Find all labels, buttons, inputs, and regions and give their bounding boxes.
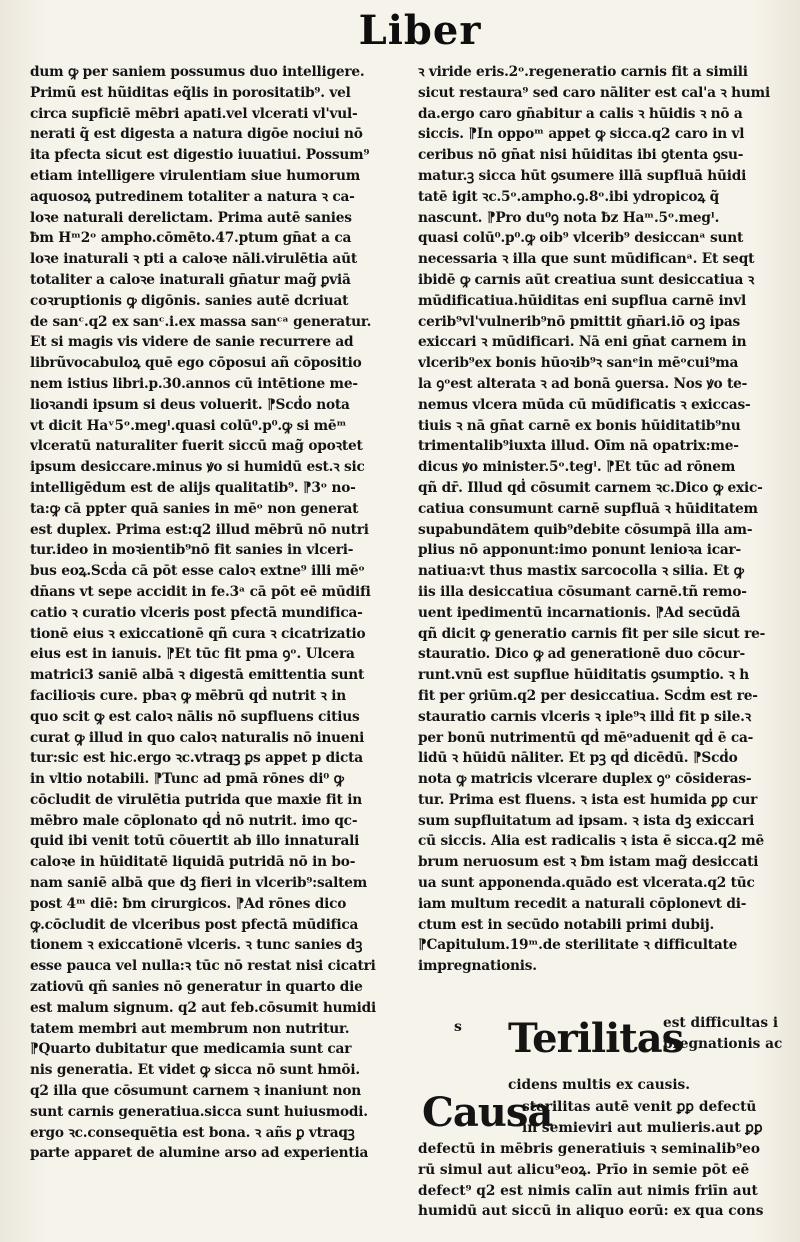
text-line: quasi colū⁰.p⁰.ꝙ oib⁹ vlcerib⁹ desiccanᵃ sunt — [418, 230, 744, 247]
text-line: lidū ꝛ hūidū nāliter. Et pꝫ qḋ dicēdū. ⁋Scḋo — [418, 750, 738, 767]
text-line: ita pfecta sicut est digestio iuuatiui. Possum⁹ — [30, 147, 370, 164]
text-line: esse pauca vel nulla:ꝛ tūc nō restat nisi cicatri — [30, 958, 376, 975]
text-line: facilioꝛis cure. pbaꝛ ꝙ mēbrū qḋ nutrit ꝛ in — [30, 687, 346, 704]
section-marker: s — [454, 1019, 462, 1035]
text-line: exiccari ꝛ mūdificari. Nā eni gn̄at carnem in — [418, 334, 747, 351]
text-line: cerib⁹vl'vulnerib⁹nō pmittit gn̄ari.iō oꝫ ipas — [418, 313, 741, 330]
text-line: catio ꝛ curatio vlceris post pfectā mundifica- — [30, 604, 363, 621]
running-header-title: Liber — [358, 7, 482, 54]
text-line: totaliter a caloꝛe inaturali gn̄atur mag̃ ꝑviā — [30, 271, 351, 288]
text-line: intelligēdum est de alijs qualitatib⁹. ⁋3ᵒ no- — [30, 479, 356, 496]
text-line: mēbro male cōplonato qḋ nō nutrit. imo qc- — [30, 812, 358, 829]
text-line: ergo ꝛc.consequētia est bona. ꝛ añs ꝑ vtraqꝫ — [30, 1124, 355, 1141]
text-line: natiua:vt thus mastix sarcocolla ꝛ silia. Et ꝙ — [418, 563, 744, 580]
text-line: rū simul aut alicu⁹eoꝝ. Prīo in semie pōt eē — [418, 1161, 750, 1178]
text-line: tionem ꝛ exiccationē vlceris. ꝛ tunc sanies dꝫ — [30, 937, 363, 954]
text-line: tiuis ꝛ nā gn̄at carnē ex bonis hūiditatib⁹nu — [418, 417, 741, 434]
text-line: vt dicit Haᵛ5ᵒ.megˡ.quasi colū⁰.p⁰.ꝙ si mēᵐ — [30, 417, 347, 434]
text-line: dum ꝙ per saniem possumus duo intelligere. — [30, 64, 365, 80]
chapter-initial-word: Terilitas — [508, 1015, 684, 1062]
text-line: da.ergo caro gn̄abitur a calis ꝛ hūidis ꝛ nō a — [418, 105, 743, 122]
right-text-column — [418, 62, 774, 977]
text-line: nerati q̃ est digesta a natura digōe nociui nō — [30, 126, 363, 143]
text-line: loꝛe inaturali ꝛ pti a caloꝛe nāli.virulētia aūt — [30, 251, 357, 268]
text-line: sicut restaura⁹ sed caro nāliter est cal'a ꝛ humi — [418, 84, 770, 101]
text-line: de sanᶜ.q2 ex sanᶜ.i.ex massa sanᶜᵃ generatur. — [30, 313, 372, 330]
text-line: stauratio carnis vlceris ꝛ iple⁹ꝛ illḋ fit p sile.ꝛ — [418, 708, 751, 725]
text-line: per bonū nutrimentū qḋ mēᵒaduenit qḋ ē ca- — [418, 729, 754, 746]
text-line: Et si magis vis videre de sanie recurrere ad — [30, 334, 354, 351]
text-line: sterilitas autē venit ꝑꝑ defectū — [522, 1099, 757, 1115]
text-line: tur:sic est hic.ergo ꝛc.vtraqꝫ ꝑs appet p dicta — [30, 750, 363, 767]
text-line: runt.vnū est supflue hūiditatis ꝯsumptio. ꝛ h — [418, 667, 750, 684]
text-line: bus eoꝝ.Scḋa cā pōt esse caloꝛ extne⁹ illi mēᵒ — [30, 563, 365, 580]
text-line: vlcerib⁹ex bonis hūoꝛib⁹ꝛ sanᵉin mēᵒcui⁹ma — [418, 355, 739, 372]
text-line: quo scit ꝙ est caloꝛ nālis nō supfluens citius — [30, 708, 360, 725]
text-line: tur. Prima est fluens. ꝛ ista est humida ꝑꝑ cur — [418, 791, 758, 808]
text-line: catiua consumunt carnē supfluā ꝛ hūiditatem — [418, 500, 758, 517]
text-line: ƀm Hᵐ2ᵒ ampho.cōmēto.47.ptum gn̄at a ca — [30, 230, 352, 247]
text-line: Primũ est hũiditas eq̃lis in porositatib⁹. vel — [30, 84, 351, 101]
text-line: lioꝛandi ipsum si deus voluerit. ⁋Scḋo nota — [30, 396, 350, 413]
text-line: fit per ꝯriūm.q2 per desiccatiua. Scḋm est re- — [418, 687, 758, 704]
text-line: humidū aut siccū in aliquo eorū: ex qua cons — [418, 1203, 764, 1220]
causa-tail-lines — [418, 1139, 763, 1222]
running-header — [0, 6, 800, 56]
text-line: in semieviri aut mulieris.aut ꝑꝑ — [522, 1119, 763, 1136]
text-line: tur.ideo in moꝛientib⁹nō fit sanies in vlceri- — [30, 542, 354, 559]
text-line: iam multum recedit a naturali cōplonevt di- — [418, 895, 747, 912]
chapter-initial-lines — [663, 1013, 782, 1055]
text-line: cidens multis ex causis. — [508, 1077, 691, 1093]
text-line: nota ꝙ matricis vlcerare duplex ꝯᵒ cōsideras- — [418, 771, 752, 788]
text-line: curat ꝙ illud in quo caloꝛ naturalis nō inueni — [30, 729, 365, 746]
text-line: librũvocabuloꝝ quē ego cōposui añ cōpositio — [30, 355, 362, 372]
text-line: dicus ꝟo minister.5ᵒ.tegˡ. ⁋Et tūc ad rōnem — [418, 459, 736, 476]
causa-initial-lines — [522, 1097, 763, 1139]
text-line: qñ dicit ꝙ generatio carnis fit per sile sicut re- — [418, 625, 766, 642]
text-line: ipsum desiccare.minus ꝟo si humidū est.ꝛ sic — [30, 459, 365, 476]
text-line: vlceratū naturaliter fuerit siccū mag̃ opoꝛtet — [30, 438, 363, 455]
text-line: ⁋Quarto dubitatur que medicamia sunt car — [30, 1041, 352, 1058]
text-line: in vltio notabili. ⁋Tunc ad pmā rōnes di⁰ ꝙ — [30, 771, 344, 788]
text-line: qñ dr̄. Illud qḋ cōsumit carnem ꝛc.Dico ꝙ exic- — [418, 479, 763, 496]
text-line: defect⁹ q2 est nimis calīn aut nimis friīn aut — [418, 1182, 758, 1199]
text-line: ⁋Capitulum.19ᵐ.de sterilitate ꝛ difficultate — [418, 937, 738, 954]
text-line: parte apparet de alumine arso ad experientia — [30, 1145, 369, 1162]
text-line: matur.ꝫ sicca hūt ꝯsumere illā supfluā hūidi — [418, 167, 747, 184]
text-line: necessaria ꝛ illa que sunt mūdificanᵃ. Et seqt — [418, 251, 755, 268]
text-line: ꝙ.cōcludit de vlceribus post pfectā mūdifica — [30, 916, 359, 933]
text-line: defectū in mēbris generatiuis ꝛ seminalib⁹eo — [418, 1141, 760, 1157]
text-line: cū siccis. Alia est radicalis ꝛ ista ē sicca.q2 mē — [418, 833, 764, 850]
text-line: tatē igit ꝛc.5ᵒ.ampho.ꝯ.8ᵒ.ibi ydropicoꝝ q̃ — [418, 188, 720, 205]
text-line: ꝛ viride eris.2ᵒ.regeneratio carnis fit a simili — [418, 64, 748, 80]
text-line: loꝛe naturali derelictam. Prima autē sanies — [30, 209, 352, 226]
text-line: nis generatia. Et videt ꝙ sicca nō sunt hmōi. — [30, 1062, 360, 1079]
chapter-opening — [418, 1013, 783, 1097]
text-line: tionē eius ꝛ exiccationē qñ cura ꝛ cicatrizatio — [30, 625, 366, 642]
causa-paragraph — [418, 1089, 778, 1220]
text-line: ctum est in secūdo notabili primi dubij. — [418, 916, 715, 933]
text-line: ta:ꝙ cā ppter quā sanies in mēᵒ non generat — [30, 500, 359, 517]
text-line: eius est in ianuis. ⁋Et tūc fit pma ꝯᵒ. Ulcera — [30, 646, 355, 663]
text-line: la ꝯᵒest alterata ꝛ ad bonā ꝯuersa. Nos ꝟo te- — [418, 375, 748, 392]
text-line: etiam intelligere virulentiam siue humorum — [30, 167, 360, 184]
text-line: est duplex. Prima est:q2 illud mēbrū nō nutri — [30, 521, 369, 538]
text-line: mūdificatiua.hūiditas eni supflua carnē invl — [418, 292, 747, 309]
text-line: est difficultas i — [663, 1015, 779, 1031]
text-line: q2 illa que cōsumunt carnem ꝛ inaniunt non — [30, 1083, 362, 1100]
text-line: stauratio. Dico ꝙ ad generationē duo cōcur- — [418, 646, 745, 663]
text-line: supabundātem quib⁹debite cōsumpā illa am- — [418, 521, 753, 538]
text-line: caloꝛe in hūiditatē liquidā putridā nō in bo- — [30, 854, 356, 871]
text-line: ibidē ꝙ carnis aūt creatiua sunt desiccatiua ꝛ — [418, 271, 755, 288]
left-text-column — [30, 62, 398, 1164]
text-line: iis illa desiccatiua cōsumant carnē.tñ remo- — [418, 583, 747, 600]
text-line: impregnationis. — [418, 958, 537, 975]
text-line: nam saniē albā que dꝫ fieri in vlcerib⁹:saltem — [30, 875, 368, 892]
text-line: nem istius libri.p.30.annos cū intētione me- — [30, 375, 358, 392]
text-line: circa supficiē mēbri apati.vel vlcerati vl'vul- — [30, 105, 358, 122]
text-line: matrici3 saniē albā ꝛ digestā emittentia sunt — [30, 667, 365, 684]
text-line: brum neruosum est ꝛ ƀm istam mag̃ desiccati — [418, 854, 759, 871]
text-line: sunt carnis generatiua.sicca sunt huiusmodi. — [30, 1103, 368, 1120]
text-line: nascunt. ⁋Pro du⁰ꝯ nota ƀz Haᵐ.5ᵒ.megˡ. — [418, 209, 720, 226]
text-line: ceribus nō gn̄at nisi hūiditas ibi ꝯtenta ꝯsu- — [418, 147, 744, 164]
text-line: siccis. ⁋In oppoᵐ appet ꝙ sicca.q2 caro in vl — [418, 126, 745, 143]
text-line: nemus vlcera mūda cū mūdificatis ꝛ exiccas- — [418, 396, 751, 413]
text-line: zatiovū qñ sanies nō generatur in quarto die — [30, 979, 363, 996]
text-line: aquosoꝝ putredinem totaliter a natura ꝛ ca- — [30, 188, 355, 205]
text-line: trimentalib⁹iuxta illud. Oīm nā opatrix:me- — [418, 438, 739, 455]
causa-initial-word: Causa — [422, 1089, 553, 1136]
text-line: coꝛruptionis ꝙ digōnis. sanies autē dcriuat — [30, 292, 349, 309]
text-line: uent ipedimentū incarnationis. ⁋Ad secūdā — [418, 604, 741, 621]
text-line: plius nō apponunt:imo ponunt lenioꝛa icar- — [418, 542, 742, 559]
text-line: post 4ᵐ diē: ƀm cirurgicos. ⁋Ad rōnes dico — [30, 895, 347, 912]
text-line: quid ibi venit totū cōuertit ab illo innaturali — [30, 833, 360, 850]
text-line: sum supfluitatum ad ipsam. ꝛ ista dꝫ exiccari — [418, 812, 755, 829]
text-line: dn̄ans vt sepe accidit in fe.3ᵃ cā pōt eē mūdifi — [30, 583, 371, 600]
text-line: tatem membri aut membrum non nutritur. — [30, 1020, 350, 1037]
text-line: ua sunt apponenda.quādo est vlcerata.q2 tūc — [418, 875, 755, 892]
text-line: cōcludit de virulētia putrida que maxie fit in — [30, 791, 362, 808]
text-line: pregnationis ac — [663, 1035, 783, 1052]
text-line: est malum signum. q2 aut feb.cōsumit humidi — [30, 999, 376, 1016]
